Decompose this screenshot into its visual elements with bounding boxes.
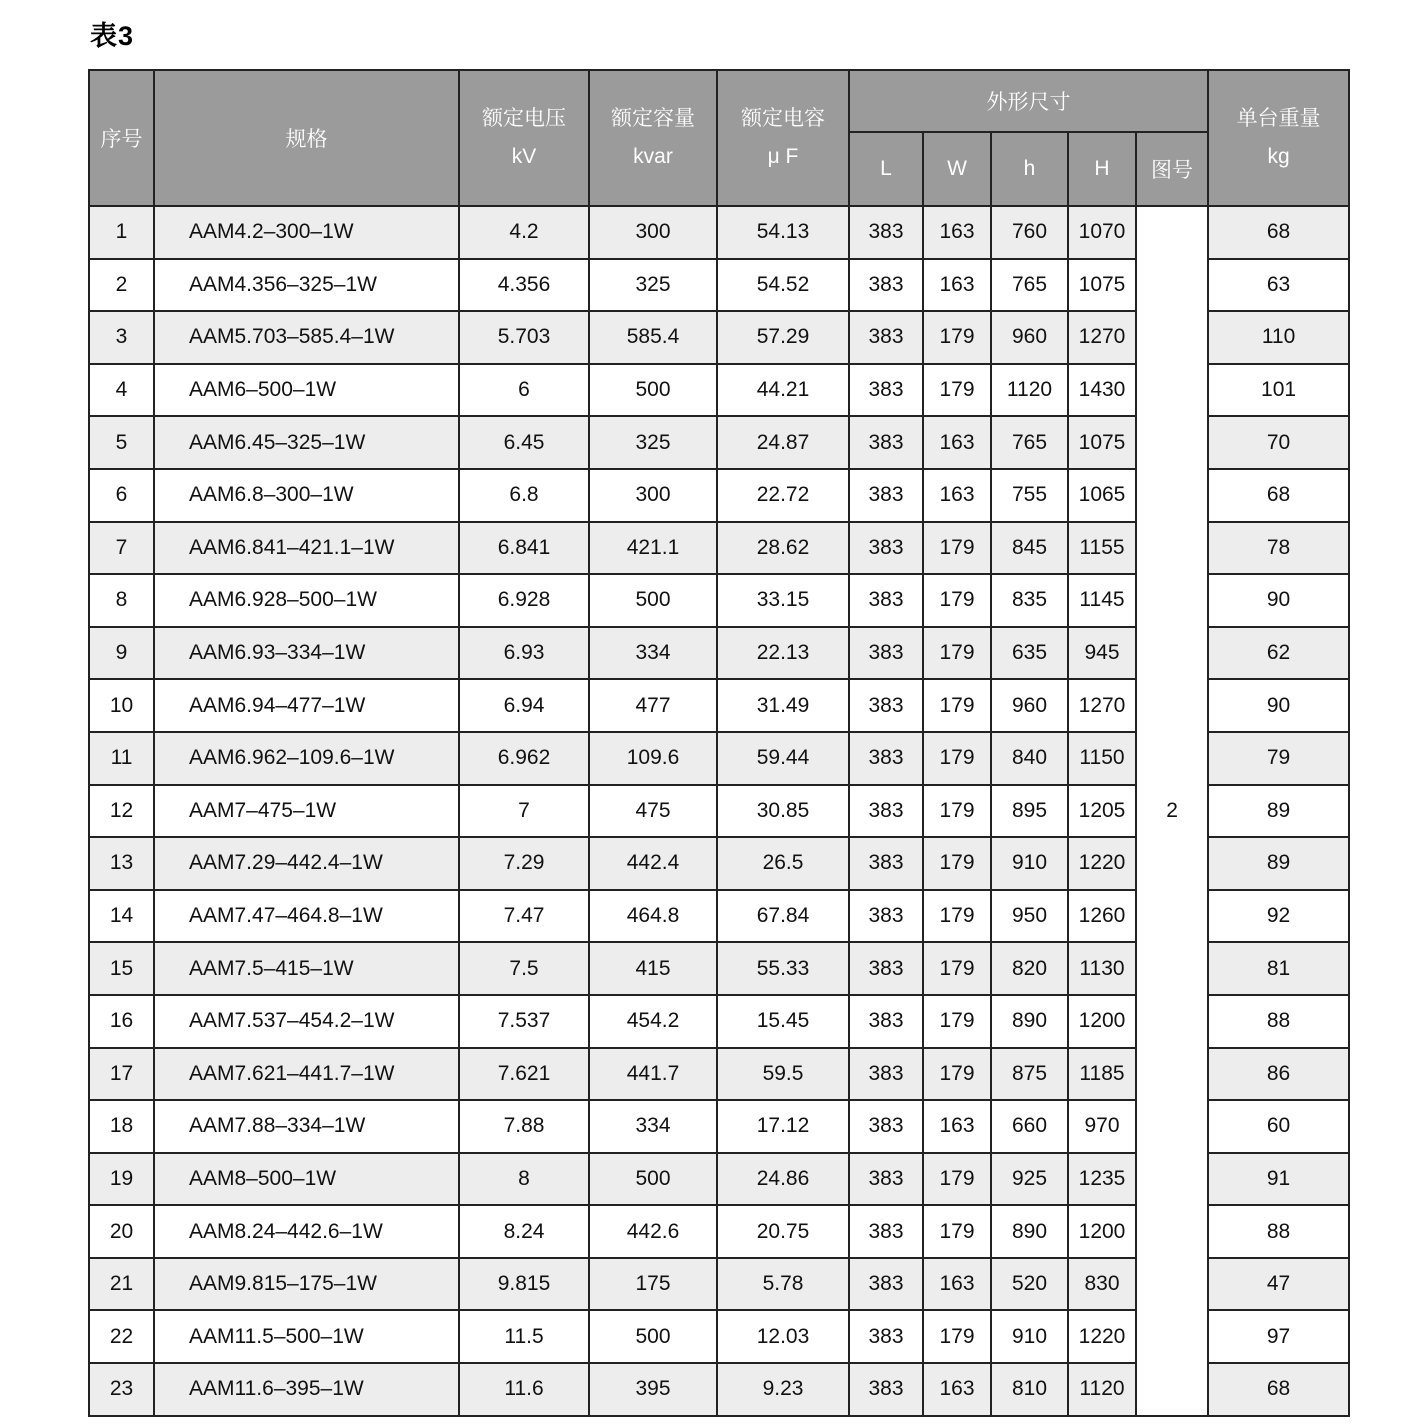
cell-h: 960 bbox=[991, 679, 1068, 732]
cell-kg: 68 bbox=[1208, 1363, 1349, 1416]
cell-h: 660 bbox=[991, 1100, 1068, 1153]
header-row-1 bbox=[89, 70, 1349, 132]
cell-l: 383 bbox=[849, 522, 923, 575]
cell-kv: 11.5 bbox=[459, 1310, 589, 1363]
cell-h: 910 bbox=[991, 837, 1068, 890]
cell-h: 765 bbox=[991, 259, 1068, 312]
cell-kvar: 500 bbox=[589, 1310, 717, 1363]
cell-kvar: 421.1 bbox=[589, 522, 717, 575]
cell-uf: 33.15 bbox=[717, 574, 849, 627]
cell-w: 179 bbox=[923, 942, 991, 995]
cell-no: 1 bbox=[89, 206, 154, 259]
cell-no: 19 bbox=[89, 1153, 154, 1206]
cell-spec: AAM9.815–175–1W bbox=[154, 1258, 459, 1311]
cell-w: 179 bbox=[923, 785, 991, 838]
cell-kg: 90 bbox=[1208, 574, 1349, 627]
cell-h: 635 bbox=[991, 627, 1068, 680]
cell-l: 383 bbox=[849, 837, 923, 890]
cell-uf: 20.75 bbox=[717, 1205, 849, 1258]
cell-w: 163 bbox=[923, 1258, 991, 1311]
cell-spec: AAM7–475–1W bbox=[154, 785, 459, 838]
cell-l: 383 bbox=[849, 627, 923, 680]
cell-hh: 1270 bbox=[1068, 679, 1136, 732]
cell-uf: 22.72 bbox=[717, 469, 849, 522]
cell-spec: AAM7.29–442.4–1W bbox=[154, 837, 459, 890]
cell-h: 925 bbox=[991, 1153, 1068, 1206]
cell-kvar: 325 bbox=[589, 259, 717, 312]
cell-kv: 6 bbox=[459, 364, 589, 417]
cell-l: 383 bbox=[849, 574, 923, 627]
cell-kg: 90 bbox=[1208, 679, 1349, 732]
cell-l: 383 bbox=[849, 679, 923, 732]
cell-l: 383 bbox=[849, 364, 923, 417]
cell-hh: 1075 bbox=[1068, 259, 1136, 312]
header-dimensions: 外形尺寸 bbox=[849, 70, 1208, 132]
cell-l: 383 bbox=[849, 1363, 923, 1416]
header-dim-H: H bbox=[1068, 132, 1136, 206]
cell-spec: AAM6.94–477–1W bbox=[154, 679, 459, 732]
cell-kv: 4.356 bbox=[459, 259, 589, 312]
cell-kg: 91 bbox=[1208, 1153, 1349, 1206]
header-unit-weight-unit: kg bbox=[1267, 145, 1290, 168]
cell-kvar: 500 bbox=[589, 1153, 717, 1206]
cell-kg: 89 bbox=[1208, 785, 1349, 838]
cell-hh: 1185 bbox=[1068, 1048, 1136, 1101]
cell-w: 179 bbox=[923, 1048, 991, 1101]
cell-kv: 5.703 bbox=[459, 311, 589, 364]
cell-kvar: 585.4 bbox=[589, 311, 717, 364]
cell-no: 7 bbox=[89, 522, 154, 575]
page-title: 表3 bbox=[90, 21, 135, 51]
cell-no: 18 bbox=[89, 1100, 154, 1153]
cell-kg: 88 bbox=[1208, 995, 1349, 1048]
cell-kv: 7.47 bbox=[459, 890, 589, 943]
cell-spec: AAM6.841–421.1–1W bbox=[154, 522, 459, 575]
cell-no: 17 bbox=[89, 1048, 154, 1101]
cell-spec: AAM11.5–500–1W bbox=[154, 1310, 459, 1363]
header-spec: 规格 bbox=[154, 70, 459, 206]
cell-h: 1120 bbox=[991, 364, 1068, 417]
cell-w: 179 bbox=[923, 679, 991, 732]
cell-uf: 17.12 bbox=[717, 1100, 849, 1153]
cell-kv: 6.962 bbox=[459, 732, 589, 785]
cell-no: 15 bbox=[89, 942, 154, 995]
figure-no-merged-cell: 2 bbox=[1136, 206, 1208, 1416]
cell-no: 23 bbox=[89, 1363, 154, 1416]
cell-hh: 1220 bbox=[1068, 837, 1136, 890]
cell-uf: 9.23 bbox=[717, 1363, 849, 1416]
cell-spec: AAM6.928–500–1W bbox=[154, 574, 459, 627]
cell-kv: 7 bbox=[459, 785, 589, 838]
cell-hh: 1120 bbox=[1068, 1363, 1136, 1416]
cell-kg: 97 bbox=[1208, 1310, 1349, 1363]
cell-l: 383 bbox=[849, 732, 923, 785]
cell-no: 8 bbox=[89, 574, 154, 627]
cell-uf: 22.13 bbox=[717, 627, 849, 680]
cell-w: 179 bbox=[923, 522, 991, 575]
cell-hh: 1430 bbox=[1068, 364, 1136, 417]
cell-uf: 67.84 bbox=[717, 890, 849, 943]
cell-l: 383 bbox=[849, 1258, 923, 1311]
cell-w: 163 bbox=[923, 206, 991, 259]
cell-spec: AAM4.2–300–1W bbox=[154, 206, 459, 259]
cell-h: 890 bbox=[991, 1205, 1068, 1258]
header-dim-h: h bbox=[991, 132, 1068, 206]
cell-kvar: 475 bbox=[589, 785, 717, 838]
cell-kv: 7.537 bbox=[459, 995, 589, 1048]
cell-l: 383 bbox=[849, 785, 923, 838]
cell-no: 22 bbox=[89, 1310, 154, 1363]
cell-l: 383 bbox=[849, 942, 923, 995]
cell-spec: AAM7.5–415–1W bbox=[154, 942, 459, 995]
cell-uf: 44.21 bbox=[717, 364, 849, 417]
table-body bbox=[89, 206, 1349, 1416]
cell-kv: 6.94 bbox=[459, 679, 589, 732]
cell-kv: 7.29 bbox=[459, 837, 589, 890]
cell-no: 2 bbox=[89, 259, 154, 312]
cell-uf: 15.45 bbox=[717, 995, 849, 1048]
cell-kvar: 477 bbox=[589, 679, 717, 732]
cell-l: 383 bbox=[849, 311, 923, 364]
cell-spec: AAM7.88–334–1W bbox=[154, 1100, 459, 1153]
cell-uf: 5.78 bbox=[717, 1258, 849, 1311]
cell-kvar: 395 bbox=[589, 1363, 717, 1416]
cell-hh: 1150 bbox=[1068, 732, 1136, 785]
cell-kg: 68 bbox=[1208, 469, 1349, 522]
header-unit-weight-line1: 单台重量 bbox=[1236, 107, 1321, 130]
cell-w: 163 bbox=[923, 1100, 991, 1153]
cell-hh: 1065 bbox=[1068, 469, 1136, 522]
header-rated-voltage bbox=[459, 70, 589, 206]
cell-kvar: 325 bbox=[589, 416, 717, 469]
cell-hh: 1200 bbox=[1068, 995, 1136, 1048]
cell-hh: 1075 bbox=[1068, 416, 1136, 469]
cell-hh: 1130 bbox=[1068, 942, 1136, 995]
header-serial: 序号 bbox=[89, 70, 154, 206]
cell-uf: 57.29 bbox=[717, 311, 849, 364]
cell-no: 4 bbox=[89, 364, 154, 417]
cell-no: 16 bbox=[89, 995, 154, 1048]
cell-spec: AAM8.24–442.6–1W bbox=[154, 1205, 459, 1258]
header-dim-W: W bbox=[923, 132, 991, 206]
cell-kg: 79 bbox=[1208, 732, 1349, 785]
cell-spec: AAM5.703–585.4–1W bbox=[154, 311, 459, 364]
cell-no: 20 bbox=[89, 1205, 154, 1258]
cell-w: 179 bbox=[923, 1205, 991, 1258]
header-rated-capacity-unit: kvar bbox=[633, 145, 673, 168]
cell-hh: 1220 bbox=[1068, 1310, 1136, 1363]
cell-spec: AAM7.47–464.8–1W bbox=[154, 890, 459, 943]
cell-kvar: 442.4 bbox=[589, 837, 717, 890]
cell-kg: 47 bbox=[1208, 1258, 1349, 1311]
cell-uf: 59.5 bbox=[717, 1048, 849, 1101]
cell-h: 755 bbox=[991, 469, 1068, 522]
cell-kg: 92 bbox=[1208, 890, 1349, 943]
cell-kg: 89 bbox=[1208, 837, 1349, 890]
cell-w: 179 bbox=[923, 837, 991, 890]
cell-spec: AAM6–500–1W bbox=[154, 364, 459, 417]
cell-kv: 7.621 bbox=[459, 1048, 589, 1101]
cell-l: 383 bbox=[849, 890, 923, 943]
cell-l: 383 bbox=[849, 1100, 923, 1153]
table-header bbox=[89, 70, 1349, 206]
cell-kv: 4.2 bbox=[459, 206, 589, 259]
cell-kv: 6.8 bbox=[459, 469, 589, 522]
cell-l: 383 bbox=[849, 206, 923, 259]
cell-kg: 60 bbox=[1208, 1100, 1349, 1153]
cell-w: 163 bbox=[923, 469, 991, 522]
header-dim-L: L bbox=[849, 132, 923, 206]
cell-hh: 970 bbox=[1068, 1100, 1136, 1153]
cell-spec: AAM6.45–325–1W bbox=[154, 416, 459, 469]
cell-kvar: 334 bbox=[589, 627, 717, 680]
cell-kvar: 500 bbox=[589, 364, 717, 417]
cell-kg: 70 bbox=[1208, 416, 1349, 469]
header-rated-voltage-unit: kV bbox=[511, 145, 537, 168]
cell-uf: 28.62 bbox=[717, 522, 849, 575]
cell-no: 6 bbox=[89, 469, 154, 522]
cell-kvar: 464.8 bbox=[589, 890, 717, 943]
cell-kv: 8.24 bbox=[459, 1205, 589, 1258]
cell-hh: 1205 bbox=[1068, 785, 1136, 838]
cell-no: 12 bbox=[89, 785, 154, 838]
cell-uf: 59.44 bbox=[717, 732, 849, 785]
cell-h: 760 bbox=[991, 206, 1068, 259]
cell-uf: 24.86 bbox=[717, 1153, 849, 1206]
cell-h: 910 bbox=[991, 1310, 1068, 1363]
cell-hh: 1070 bbox=[1068, 206, 1136, 259]
cell-no: 13 bbox=[89, 837, 154, 890]
cell-w: 179 bbox=[923, 574, 991, 627]
cell-w: 179 bbox=[923, 995, 991, 1048]
header-rated-capacitance-unit: μ F bbox=[767, 145, 799, 168]
cell-kv: 6.93 bbox=[459, 627, 589, 680]
cell-h: 840 bbox=[991, 732, 1068, 785]
cell-uf: 26.5 bbox=[717, 837, 849, 890]
cell-h: 820 bbox=[991, 942, 1068, 995]
header-rated-capacity-line1: 额定容量 bbox=[611, 107, 695, 130]
cell-w: 179 bbox=[923, 1310, 991, 1363]
cell-kg: 68 bbox=[1208, 206, 1349, 259]
cell-spec: AAM6.962–109.6–1W bbox=[154, 732, 459, 785]
cell-kv: 7.5 bbox=[459, 942, 589, 995]
cell-no: 21 bbox=[89, 1258, 154, 1311]
cell-spec: AAM6.93–334–1W bbox=[154, 627, 459, 680]
cell-spec: AAM8–500–1W bbox=[154, 1153, 459, 1206]
cell-kv: 8 bbox=[459, 1153, 589, 1206]
cell-kv: 7.88 bbox=[459, 1100, 589, 1153]
cell-kg: 63 bbox=[1208, 259, 1349, 312]
cell-kv: 6.45 bbox=[459, 416, 589, 469]
cell-w: 179 bbox=[923, 1153, 991, 1206]
cell-w: 163 bbox=[923, 416, 991, 469]
cell-h: 765 bbox=[991, 416, 1068, 469]
cell-l: 383 bbox=[849, 416, 923, 469]
cell-kvar: 454.2 bbox=[589, 995, 717, 1048]
cell-h: 520 bbox=[991, 1258, 1068, 1311]
cell-w: 179 bbox=[923, 364, 991, 417]
cell-kvar: 300 bbox=[589, 206, 717, 259]
cell-kg: 110 bbox=[1208, 311, 1349, 364]
cell-kvar: 300 bbox=[589, 469, 717, 522]
cell-l: 383 bbox=[849, 1310, 923, 1363]
cell-kvar: 415 bbox=[589, 942, 717, 995]
cell-spec: AAM7.537–454.2–1W bbox=[154, 995, 459, 1048]
cell-kvar: 441.7 bbox=[589, 1048, 717, 1101]
header-unit-weight bbox=[1208, 70, 1349, 206]
header-rated-capacitance bbox=[717, 70, 849, 206]
header-rated-capacity bbox=[589, 70, 717, 206]
cell-kg: 81 bbox=[1208, 942, 1349, 995]
cell-spec: AAM4.356–325–1W bbox=[154, 259, 459, 312]
cell-l: 383 bbox=[849, 995, 923, 1048]
cell-no: 11 bbox=[89, 732, 154, 785]
cell-kvar: 109.6 bbox=[589, 732, 717, 785]
cell-hh: 1200 bbox=[1068, 1205, 1136, 1258]
cell-uf: 31.49 bbox=[717, 679, 849, 732]
cell-h: 950 bbox=[991, 890, 1068, 943]
cell-l: 383 bbox=[849, 469, 923, 522]
cell-hh: 1260 bbox=[1068, 890, 1136, 943]
spec-table bbox=[88, 69, 1350, 1417]
cell-l: 383 bbox=[849, 259, 923, 312]
cell-spec: AAM6.8–300–1W bbox=[154, 469, 459, 522]
cell-uf: 55.33 bbox=[717, 942, 849, 995]
cell-spec: AAM11.6–395–1W bbox=[154, 1363, 459, 1416]
cell-hh: 1270 bbox=[1068, 311, 1136, 364]
cell-no: 10 bbox=[89, 679, 154, 732]
cell-kvar: 334 bbox=[589, 1100, 717, 1153]
cell-kvar: 175 bbox=[589, 1258, 717, 1311]
header-rated-voltage-line1: 额定电压 bbox=[482, 107, 566, 130]
header-rated-capacitance-line1: 额定电容 bbox=[741, 107, 825, 130]
cell-kg: 86 bbox=[1208, 1048, 1349, 1101]
cell-w: 179 bbox=[923, 732, 991, 785]
cell-spec: AAM7.621–441.7–1W bbox=[154, 1048, 459, 1101]
cell-uf: 24.87 bbox=[717, 416, 849, 469]
cell-kvar: 442.6 bbox=[589, 1205, 717, 1258]
cell-kv: 9.815 bbox=[459, 1258, 589, 1311]
table-row bbox=[89, 206, 1349, 259]
cell-w: 179 bbox=[923, 311, 991, 364]
cell-hh: 830 bbox=[1068, 1258, 1136, 1311]
cell-no: 14 bbox=[89, 890, 154, 943]
cell-l: 383 bbox=[849, 1153, 923, 1206]
cell-hh: 945 bbox=[1068, 627, 1136, 680]
cell-kg: 88 bbox=[1208, 1205, 1349, 1258]
cell-kg: 78 bbox=[1208, 522, 1349, 575]
cell-uf: 12.03 bbox=[717, 1310, 849, 1363]
cell-w: 163 bbox=[923, 1363, 991, 1416]
cell-w: 163 bbox=[923, 259, 991, 312]
cell-h: 845 bbox=[991, 522, 1068, 575]
cell-kv: 11.6 bbox=[459, 1363, 589, 1416]
cell-kg: 62 bbox=[1208, 627, 1349, 680]
cell-h: 895 bbox=[991, 785, 1068, 838]
cell-l: 383 bbox=[849, 1048, 923, 1101]
cell-uf: 30.85 bbox=[717, 785, 849, 838]
cell-kvar: 500 bbox=[589, 574, 717, 627]
cell-kg: 101 bbox=[1208, 364, 1349, 417]
cell-h: 960 bbox=[991, 311, 1068, 364]
cell-no: 3 bbox=[89, 311, 154, 364]
cell-kv: 6.841 bbox=[459, 522, 589, 575]
cell-w: 179 bbox=[923, 627, 991, 680]
cell-uf: 54.52 bbox=[717, 259, 849, 312]
cell-hh: 1235 bbox=[1068, 1153, 1136, 1206]
cell-h: 890 bbox=[991, 995, 1068, 1048]
cell-hh: 1155 bbox=[1068, 522, 1136, 575]
cell-hh: 1145 bbox=[1068, 574, 1136, 627]
cell-h: 875 bbox=[991, 1048, 1068, 1101]
cell-uf: 54.13 bbox=[717, 206, 849, 259]
cell-no: 5 bbox=[89, 416, 154, 469]
header-figure-no: 图号 bbox=[1136, 132, 1208, 206]
cell-h: 835 bbox=[991, 574, 1068, 627]
cell-no: 9 bbox=[89, 627, 154, 680]
cell-kv: 6.928 bbox=[459, 574, 589, 627]
cell-h: 810 bbox=[991, 1363, 1068, 1416]
cell-w: 179 bbox=[923, 890, 991, 943]
cell-l: 383 bbox=[849, 1205, 923, 1258]
